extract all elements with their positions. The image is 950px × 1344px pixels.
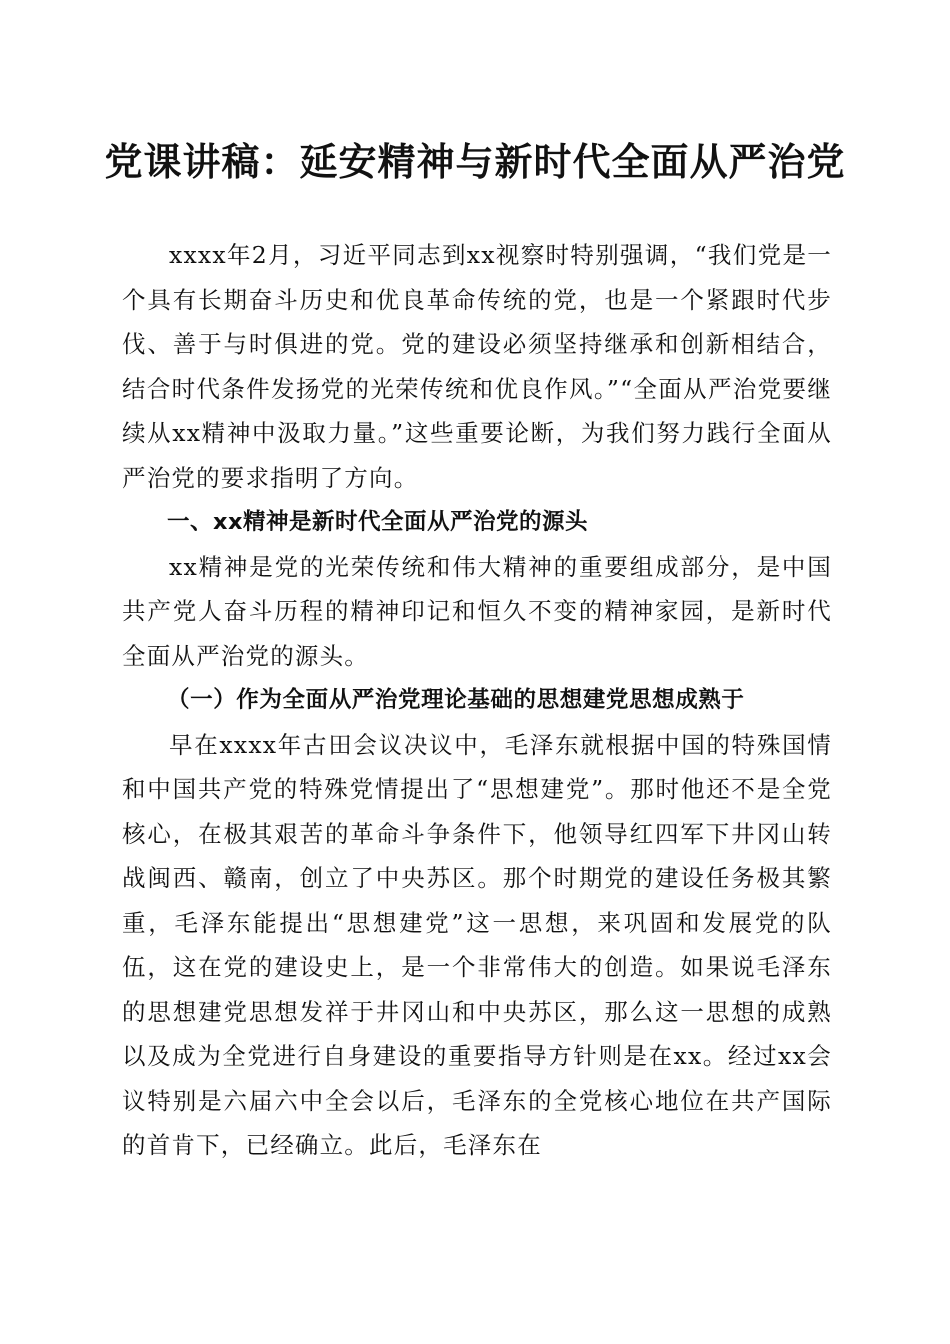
subsection-heading-1: （一）作为全面从严治党理论基础的思想建党思想成熟于 [167,687,745,713]
document-title: 党课讲稿：延安精神与新时代全面从严治党 [104,139,846,184]
paragraph-subsection-1: 早在xxxx年古田会议决议中，毛泽东就根据中国的特殊国情和中国共产党的特殊党情提出了“思想建党”。那时他还不是全党核心，在极其艰苦的革命斗争条件下，他领导红四军下井冈山转战闽西、赣南，创立了中央苏区。那个时期党的建设任务极其繁重，毛泽东能提出“思想建党”这一思想，来巩固和发展党的队伍，这在党的建设史上，是一个非常伟大的创造。如果说毛泽东的思想建党思想发祥于井冈山和中央苏区，那么这一思想的成熟以及成为全党进行自身建设的重要指导方针则是在xx。经过xx会议特别是六届六中全会以后，毛泽东的全党核心地位在共产国际的首肯下，已经确立。此后，毛泽东在 [122,730,832,1159]
paragraph-section-1: xx精神是党的光荣传统和伟大精神的重要组成部分，是中国共产党人奋斗历程的精神印记和恒久不变的精神家园，是新时代全面从严治党的源头。 [122,552,832,670]
document-body [122,233,832,1168]
section-heading-1: 一、xx精神是新时代全面从严治党的源头 [167,509,589,535]
paragraph-intro: xxxx年2月，习近平同志到xx视察时特别强调，“我们党是一个具有长期奋斗历史和优良革命传统的党，也是一个紧跟时代步伐、善于与时俱进的党。党的建设必须坚持继承和创新相结合，结合时代条件发扬党的光荣传统和优良作风。”“全面从严治党要继续从xx精神中汲取力量。”这些重要论断，为我们努力践行全面从严治党的要求指明了方向。 [122,241,832,492]
